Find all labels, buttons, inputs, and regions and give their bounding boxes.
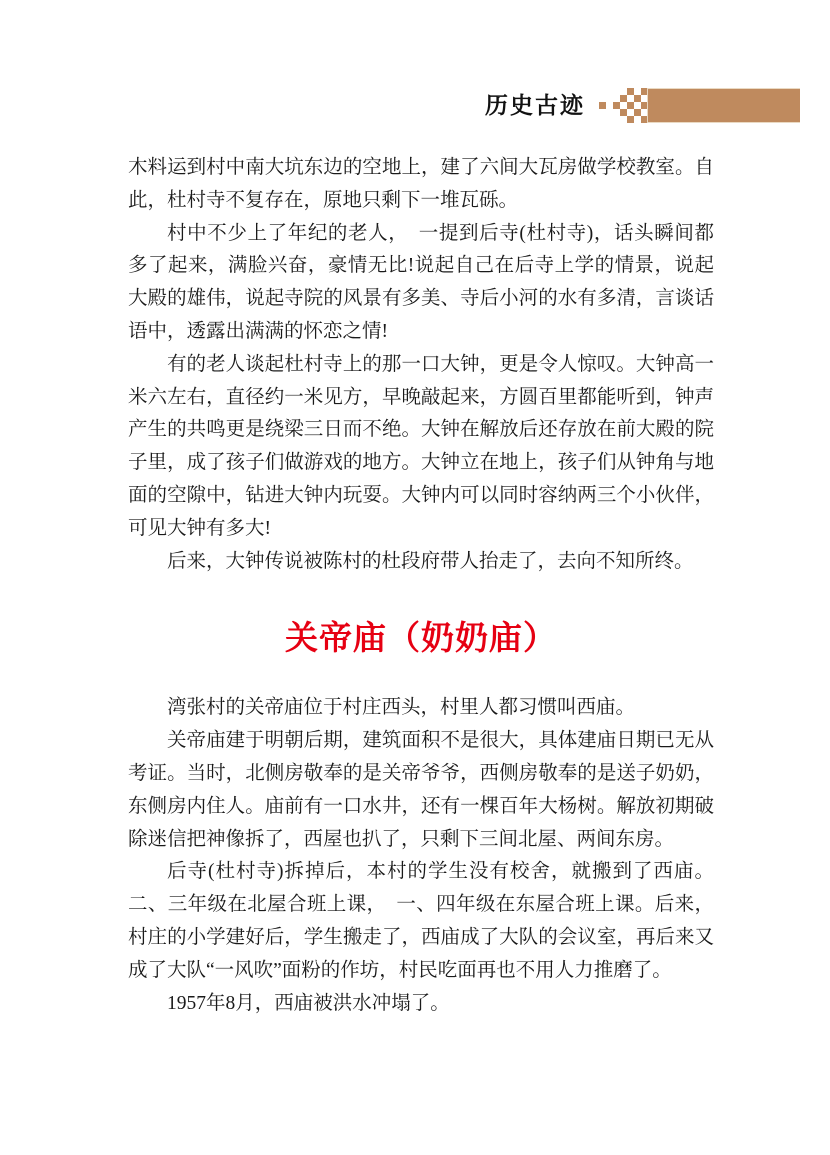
- paragraph: 村中不少上了年纪的老人， 一提到后寺(杜村寺)，话头瞬间都多了起来，满脸兴奋，豪情无比!说起自己在后寺上学的情景，说起大殿的雄伟，说起寺院的风景有多美、寺后小河的水有多清，言谈话语中，透露出满满的怀恋之情!: [128, 222, 714, 342]
- paragraph: 后寺(杜村寺)拆掉后，本村的学生没有校舍，就搬到了西庙。二、三年级在北屋合班上课， 一、四年级在东屋合班上课。后来，村庄的小学建好后，学生搬走了，西庙成了大队的会议室，再后来又成了大队“一风吹”面粉的作坊，村民吃面再也不用人力推磨了。: [128, 861, 714, 981]
- paragraph: 有的老人谈起杜村寺上的那一口大钟，更是令人惊叹。大钟高一米六左右，直径约一米见方，早晚敲起来，方圆百里都能听到，钟声产生的共鸣更是绕梁三日而不绝。大钟在解放后还存放在前大殿的院子里，成了孩子们做游戏的地方。大钟立在地上，孩子们从钟角与地面的空隙中，钻进大钟内玩耍。大钟内可以同时容纳两三个小伙伴，可见大钟有多大!: [128, 353, 714, 539]
- paragraph: 湾张村的关帝庙位于村庄西头，村里人都习惯叫西庙。: [167, 697, 636, 719]
- running-head: [0, 87, 800, 123]
- section-heading: 关帝庙（奶奶庙）: [285, 621, 557, 658]
- paragraph: 1957年8月，西庙被洪水冲塌了。: [167, 992, 450, 1014]
- checker-pattern-icon: [599, 88, 648, 123]
- paragraph: 后来，大钟传说被陈村的杜段府带人抬走了，去向不知所终。: [167, 550, 694, 572]
- running-head-title: 历史古迹: [485, 91, 585, 118]
- header-accent-bar: [647, 88, 800, 123]
- article-body: [128, 152, 714, 1020]
- paragraph: 木料运到村中南大坑东边的空地上，建了六间大瓦房做学校教室。自此，杜村寺不复存在，原地只剩下一堆瓦砾。: [128, 157, 714, 211]
- paragraph: 关帝庙建于明朝后期，建筑面积不是很大，具体建庙日期已无从考证。当时，北侧房敬奉的是关帝爷爷，西侧房敬奉的是送子奶奶，东侧房内住人。庙前有一口水井，还有一棵百年大杨树。解放初期破除迷信把神像拆了，西屋也扒了，只剩下三间北屋、两间东房。: [128, 730, 714, 850]
